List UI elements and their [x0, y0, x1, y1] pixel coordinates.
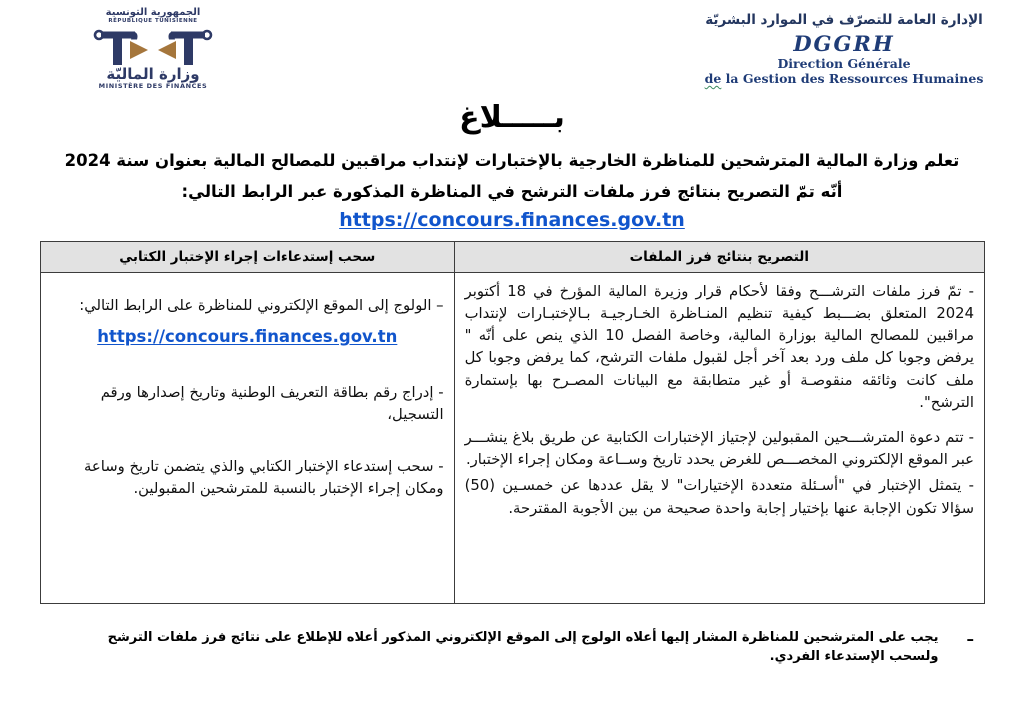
dg-french-line2 — [674, 71, 1014, 86]
ministry-logo — [58, 8, 248, 90]
table-header-results: التصريح بنتائج فرز الملفات — [454, 242, 984, 272]
results-table — [40, 241, 985, 604]
footer-dash: – — [966, 629, 974, 648]
convocations-paragraph-2: - إدراج رقم بطاقة التعريف الوطنية وتاريخ إصدارها ورقم التسجيل، — [100, 383, 444, 423]
dg-acronym: DGGRH — [793, 31, 895, 56]
concours-link[interactable]: https://concours.finances.gov.tn — [339, 208, 685, 231]
intro-line-2: أنّه تمّ التصريح بنتائج فرز ملفات الترشح في المناظرة المذكورة عبر الرابط التالي: — [181, 181, 843, 201]
table-body-row — [41, 273, 984, 603]
dg-french-line1: Direction Générale — [777, 56, 911, 71]
logo-ministry-arabic: وزارة الماليّة — [106, 65, 200, 84]
page-title: بـــــلاغ — [459, 99, 565, 135]
results-cell — [454, 273, 984, 603]
dg-french-line2-de: de — [704, 71, 722, 86]
convocations-cell — [41, 273, 454, 603]
footer-note-text: يجب على المترشحين للمناظرة المشار إليها أعلاه الولوج إلى الموقع الإلكتروني المذكور أعلاه للإطلاع على نتائج فرز ملفات الترشح ولسحب الإستدعاء الفردي. — [107, 629, 939, 665]
direction-generale-block — [674, 8, 1014, 86]
page-header — [0, 0, 1024, 90]
dg-french-line2-rest: la Gestion des Ressources Humaines — [721, 71, 984, 86]
dg-arabic-title: الإدارة العامة للتصرّف في الموارد البشريّة — [705, 12, 983, 28]
logo-republic-arabic: الجمهورية التونسية — [105, 7, 201, 18]
footer-note — [95, 628, 974, 667]
ministry-emblem-icon — [93, 25, 213, 69]
main-link-container — [0, 209, 1024, 231]
concours-link-secondary[interactable]: https://concours.finances.gov.tn — [97, 327, 398, 347]
results-paragraph-1: - تمّ فرز ملفات الترشـــح وفقا لأحكام قرار وزيرة المالية المؤرخ في 18 أكتوبر 2024 المتعلق بضـــبط كيفية تنظيم المنـاظرة الخـارجيـة بـالإختبـارات لإنتداب مراقبين للمصالح المالية بوزارة المالية، وخاصة الفصل 10 الذي ينص على أنّه " يرفض وجوبا كل ملف ورد بعد آخر أجل لقبول ملفات الترشح، كما يرفض وجوبا كل ملف كانت وثائقه منقوصـة أو غير متطابقة مع البيانات المصـرح بها بإستمارة الترشح". — [464, 282, 974, 411]
table-header-convocations: سحب إستدعاءات إجراء الإختبار الكتابي — [119, 248, 376, 265]
table-header-row — [41, 242, 984, 273]
logo-ministry-latin: MINISTÈRE DES FINANCES — [98, 82, 208, 91]
cell-link-container — [51, 325, 444, 350]
results-paragraph-3: - يتمثل الإختبار في "أسـئلة متعددة الإختيارات" لا يقل عددها عن خمسـين (50) سؤالا تكون الإجابة عنها بإختيار إجابة واحدة صحيحة من بين الأجوبة المقترحة. — [464, 477, 974, 517]
results-paragraph-2: - تتم دعوة المترشـــحين المقبولين لإجتياز الإختبارات الكتابية عن طريق بلاغ ينشـــر عبر الموقع الإلكتروني المخصـــص للغرض يحدد تاريخ وســاعة ومكان إجراء الإختبار. — [464, 428, 974, 469]
convocations-paragraph-1: – الولوج إلى الموقع الإلكتروني للمناظرة على الرابط التالي: — [79, 296, 444, 314]
convocations-paragraph-3: - سحب إستدعاء الإختبار الكتابي والذي يتضمن تاريخ وساعة ومكان إجراء الإختبار بالنسبة للمترشحين المقبولين. — [83, 458, 444, 498]
logo-republic-latin: RÉPUBLIQUE TUNISIENNE — [108, 17, 198, 24]
intro-line-1: تعلم وزارة المالية المترشحين للمناظرة الخارجية بالإختبارات لإنتداب مراقبين للمصالح المالية بعنوان سنة 2024 — [64, 150, 960, 170]
